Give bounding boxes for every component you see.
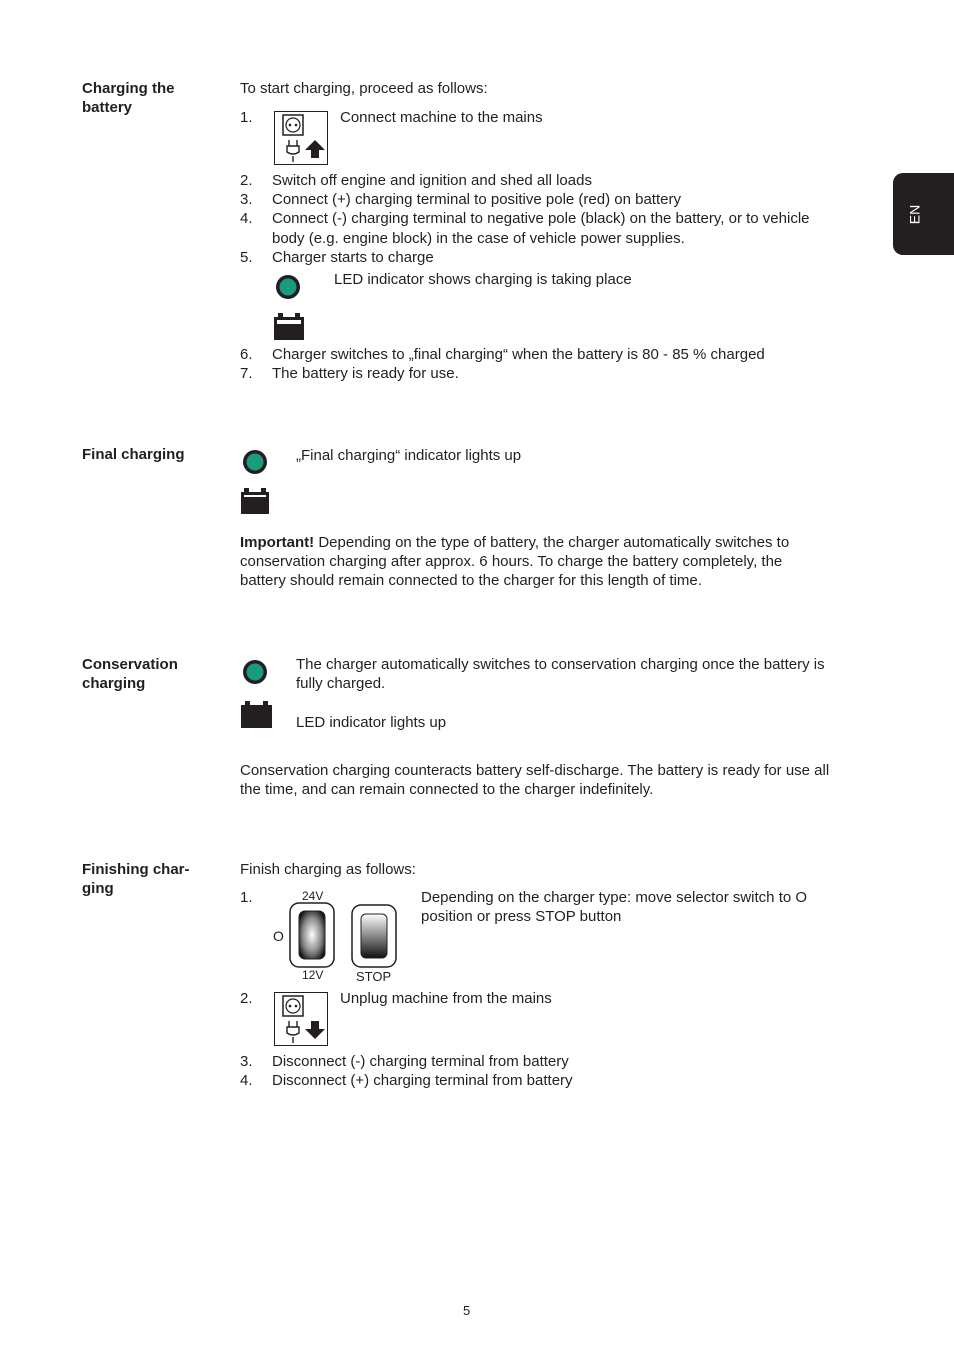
step-number: 1. <box>240 109 253 126</box>
section-heading-finishing <box>82 860 190 898</box>
switch-label-24v: 24V <box>302 889 324 903</box>
unplug-icon <box>274 992 328 1046</box>
heading-line: Finishing char- <box>82 861 190 878</box>
step-text: Connect machine to the mains <box>340 109 543 126</box>
step-text-continued: body (e.g. engine block) in the case of vehicle power supplies. <box>272 230 685 247</box>
important-text: battery should remain connected to the charger for this length of time. <box>240 572 702 589</box>
step-text: Disconnect (+) charging terminal from battery <box>272 1072 573 1089</box>
heading-line: Conservation <box>82 656 178 673</box>
step-text: Charger switches to „final charging“ when the battery is 80 - 85 % charged <box>272 346 765 363</box>
paragraph-line: Conservation charging counteracts battery self-discharge. The battery is ready for use all <box>240 762 830 779</box>
stop-button-icon <box>351 904 397 968</box>
battery-icon <box>274 312 304 340</box>
switch-label-o: O <box>273 928 284 944</box>
paragraph-line: the time, and can remain connected to the charger indefinitely. <box>240 781 654 798</box>
finishing-intro: Finish charging as follows: <box>240 861 416 878</box>
heading-line: battery <box>82 99 133 116</box>
important-text: Depending on the type of battery, the charger automatically switches to <box>314 534 790 551</box>
switch-label-12v: 12V <box>302 968 324 982</box>
finishing-step1-text <box>421 888 861 926</box>
conservation-paragraph <box>240 761 890 799</box>
led-text: LED indicator shows charging is taking place <box>334 271 632 288</box>
important-text: conservation charging after approx. 6 hours. To charge the battery completely, the <box>240 553 783 570</box>
conservation-text <box>296 655 876 693</box>
important-label: Important! <box>240 534 315 551</box>
language-tab <box>893 173 954 255</box>
step-text: Unplug machine from the mains <box>340 990 552 1007</box>
charging-intro: To start charging, proceed as follows: <box>240 80 488 97</box>
step-number: 6. <box>240 346 253 363</box>
section-heading-final: Final charging <box>82 446 185 463</box>
step-text: The battery is ready for use. <box>272 365 459 382</box>
heading-line: ging <box>82 880 114 897</box>
led-green-icon <box>242 659 268 685</box>
step-number: 4. <box>240 210 253 227</box>
step-text: Connect (-) charging terminal to negative pole (black) on the battery, or to vehicle <box>272 210 810 227</box>
heading-line: Charging the <box>82 80 175 97</box>
section-heading-conservation <box>82 655 178 693</box>
language-tab-label: EN <box>906 204 923 225</box>
conservation-led-text: LED indicator lights up <box>296 714 447 731</box>
led-green-icon <box>242 449 268 475</box>
battery-icon <box>241 487 269 514</box>
step-text: Switch off engine and ignition and shed all loads <box>272 172 592 189</box>
step-text: Connect (+) charging terminal to positive pole (red) on battery <box>272 191 681 208</box>
step-text-line: position or press STOP button <box>421 908 622 925</box>
conservation-text-line: fully charged. <box>296 675 386 692</box>
led-green-icon <box>275 274 301 300</box>
step-number: 3. <box>240 191 253 208</box>
final-indicator-text: „Final charging“ indicator lights up <box>296 447 522 464</box>
step-number: 3. <box>240 1053 253 1070</box>
conservation-text-line: The charger automatically switches to conservation charging once the battery is <box>296 656 825 673</box>
step-number: 2. <box>240 990 253 1007</box>
step-text-line: Depending on the charger type: move selector switch to O <box>421 889 808 906</box>
plug-in-icon <box>274 111 328 165</box>
important-note <box>240 533 880 590</box>
step-number: 5. <box>240 249 253 266</box>
stop-label: STOP <box>356 969 392 984</box>
step-number: 1. <box>240 889 253 906</box>
step-text: Charger starts to charge <box>272 249 434 266</box>
step-number: 2. <box>240 172 253 189</box>
step-text: Disconnect (-) charging terminal from battery <box>272 1053 569 1070</box>
page-number: 5 <box>463 1303 471 1318</box>
heading-line: charging <box>82 675 146 692</box>
section-heading-charging <box>82 79 175 117</box>
step-number: 7. <box>240 365 253 382</box>
step-number: 4. <box>240 1072 253 1089</box>
selector-switch-icon <box>289 902 335 968</box>
battery-full-icon <box>241 700 272 728</box>
